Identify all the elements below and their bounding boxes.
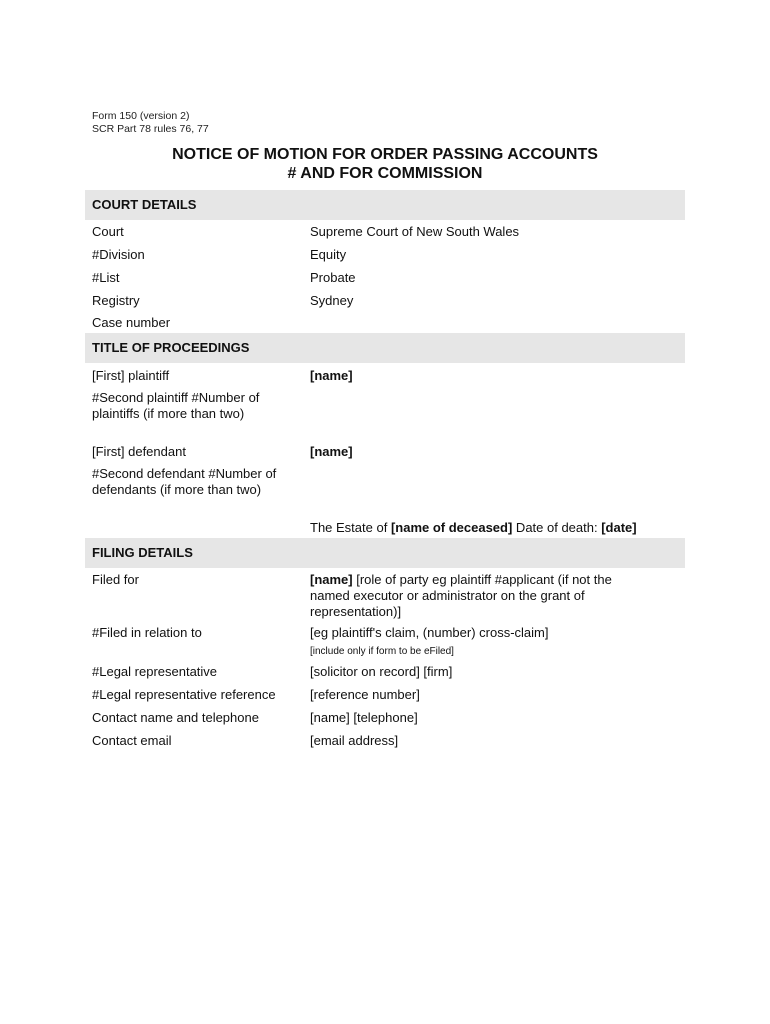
filed-for-label: Filed for [92, 572, 139, 587]
second-plaintiff-label-line2: plaintiffs (if more than two) [92, 406, 245, 421]
form-meta [92, 110, 209, 136]
filed-for-role: [role of party eg plaintiff #applicant (if not the [352, 572, 612, 587]
date-of-death-label: Date of death: [512, 520, 602, 535]
case-number-label: Case number [92, 315, 171, 330]
date-of-death-value: [date] [601, 520, 637, 535]
filing-details-heading: FILING DETAILS [85, 538, 685, 568]
first-plaintiff-value: [name] [310, 368, 353, 383]
filed-for-name: [name] [310, 572, 353, 587]
first-defendant-label: [First] defendant [92, 444, 186, 459]
filed-in-relation-value: [eg plaintiff's claim, (number) cross-claim] [310, 625, 549, 640]
first-plaintiff-label: [First] plaintiff [92, 368, 170, 383]
filed-for-line3: representation)] [310, 604, 402, 619]
filed-in-relation-label: #Filed in relation to [92, 625, 202, 640]
document-title-line2: # AND FOR COMMISSION [287, 165, 483, 182]
legal-rep-reference-label: #Legal representative reference [92, 687, 276, 702]
filed-for-line2: named executor or administrator on the grant of [310, 588, 585, 603]
second-plaintiff-label-line1: #Second plaintiff #Number of [92, 390, 260, 405]
contact-label: Contact name and telephone [92, 710, 259, 725]
contact-value: [name] [telephone] [310, 710, 418, 725]
legal-representative-value: [solicitor on record] [firm] [310, 664, 453, 679]
first-defendant-value: [name] [310, 444, 353, 459]
title-of-proceedings-heading: TITLE OF PROCEEDINGS [85, 333, 685, 363]
second-defendant-label [92, 466, 302, 498]
second-plaintiff-label [92, 390, 302, 422]
deceased-name: [name of deceased] [390, 520, 513, 535]
filed-for-line1 [310, 572, 680, 588]
second-defendant-label-line2: defendants (if more than two) [92, 482, 262, 497]
form-number: Form 150 (version 2) [92, 110, 190, 122]
division-label: #Division [92, 247, 145, 262]
list-label: #List [92, 270, 120, 285]
legal-rep-reference-value: [reference number] [310, 687, 420, 702]
efile-note: [include only if form to be eFiled] [310, 646, 454, 657]
court-value: Supreme Court of New South Wales [310, 224, 520, 239]
court-details-heading: COURT DETAILS [85, 190, 685, 220]
contact-email-value: [email address] [310, 733, 399, 748]
registry-value: Sydney [310, 293, 354, 308]
filed-for-value [310, 572, 680, 620]
document-title-line1: NOTICE OF MOTION FOR ORDER PASSING ACCOUNTS [172, 146, 598, 163]
court-label: Court [92, 224, 124, 239]
legal-representative-label: #Legal representative [92, 664, 218, 679]
division-value: Equity [310, 247, 347, 262]
second-defendant-label-line1: #Second defendant #Number of [92, 466, 277, 481]
form-rules: SCR Part 78 rules 76, 77 [92, 123, 209, 135]
estate-line [310, 520, 680, 536]
list-value: Probate [310, 270, 356, 285]
estate-prefix: The Estate of [310, 520, 391, 535]
registry-label: Registry [92, 293, 140, 308]
contact-email-label: Contact email [92, 733, 172, 748]
